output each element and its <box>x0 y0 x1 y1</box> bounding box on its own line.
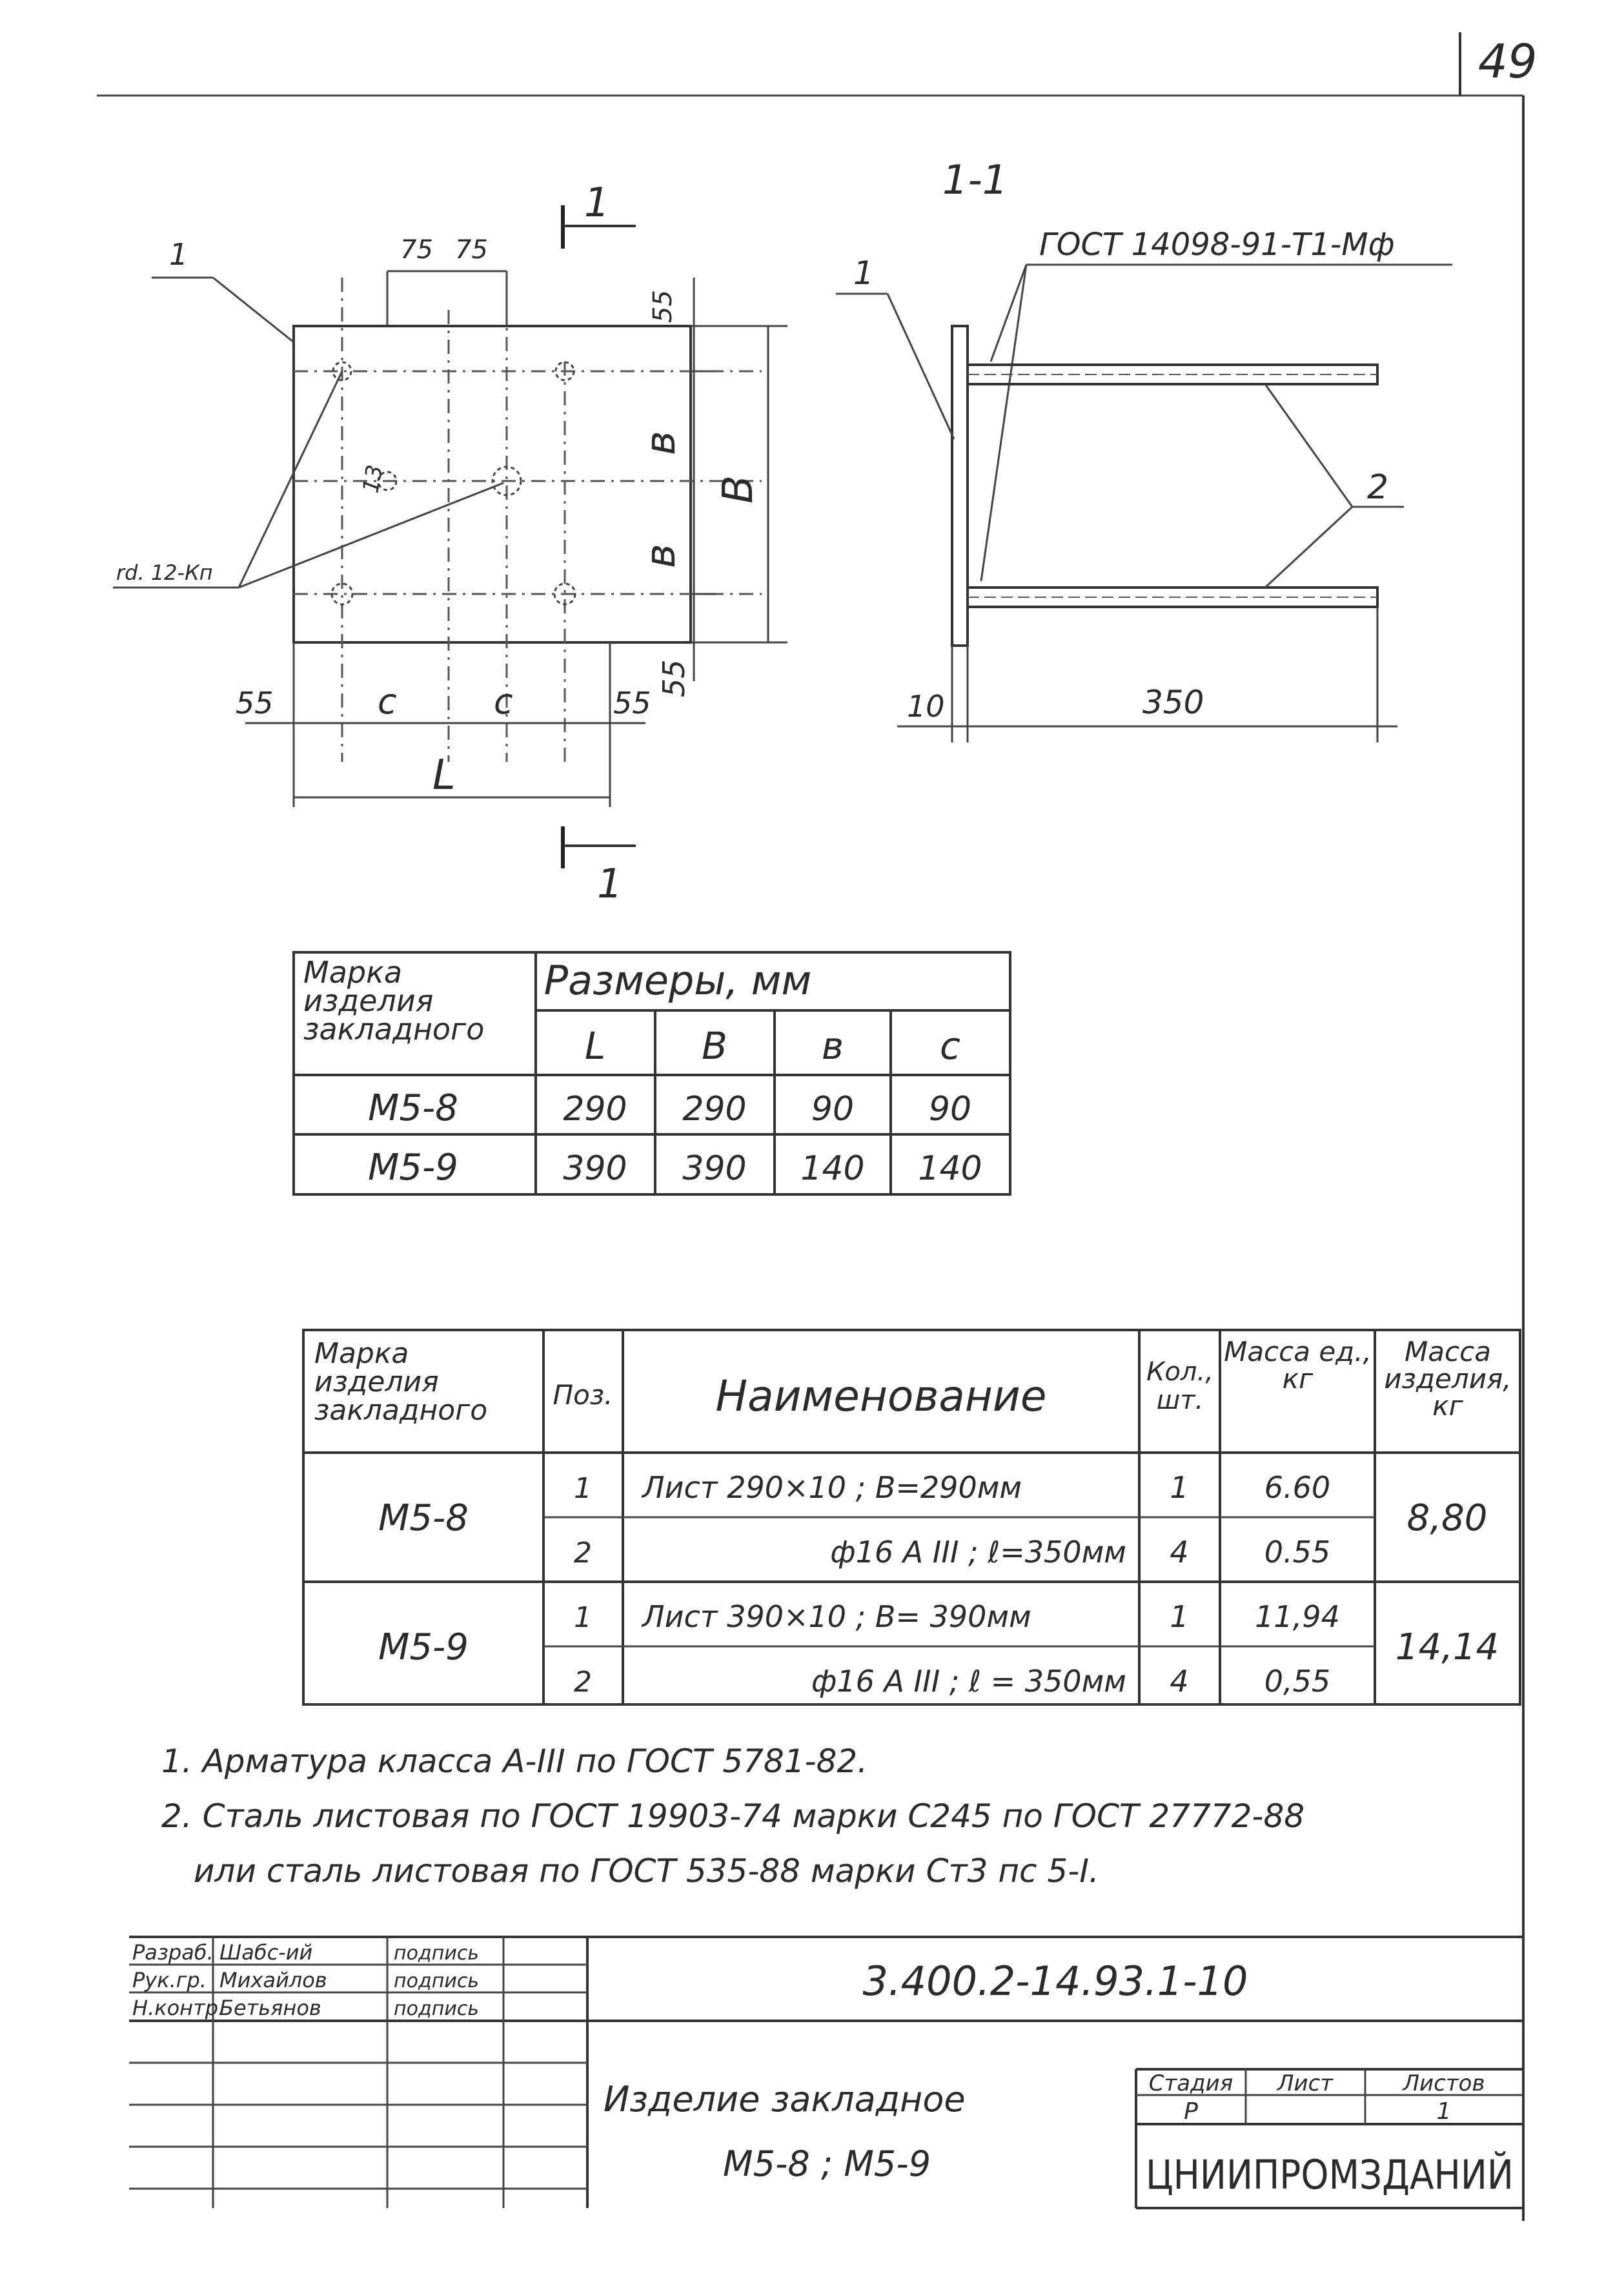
dim-c1: с <box>378 681 397 722</box>
spec-header-total-mass-wrap <box>1377 1333 1519 1449</box>
spec-group-mark: М5-9 <box>378 1626 469 1668</box>
size-cell: 140 <box>918 1149 982 1188</box>
sign-role: Н.контр. <box>132 1996 225 2020</box>
spec-pos: 1 <box>574 1601 592 1634</box>
spec-unit-mass: 11,94 <box>1255 1599 1340 1634</box>
dim-left-55: 55 <box>236 686 274 721</box>
section-pos-1: 1 <box>853 254 874 292</box>
spec-header-unit-mass-wrap <box>1222 1333 1374 1449</box>
spec-qty: 1 <box>1170 1470 1189 1505</box>
title-block <box>129 1937 1523 2208</box>
dim-c2: с <box>494 681 513 722</box>
section-pos-2: 2 <box>1367 468 1389 507</box>
spec-name: Лист 290×10 ; В=290мм <box>642 1470 1022 1505</box>
pos1-leader <box>888 294 954 439</box>
dim-350: 350 <box>1142 684 1204 721</box>
size-cell: 390 <box>563 1149 627 1188</box>
spec-pos: 2 <box>574 1537 592 1570</box>
sign-name: Бетьянов <box>219 1996 321 2020</box>
size-header-mark: Марка изделия закладного <box>303 955 485 1047</box>
spec-pos: 2 <box>574 1666 592 1699</box>
stage-label: Стадия <box>1148 2071 1233 2096</box>
spec-qty: 1 <box>1170 1599 1189 1634</box>
spec-pos: 1 <box>574 1472 592 1505</box>
sheet-label: Лист <box>1277 2071 1334 2096</box>
sign-signature: подпись <box>394 1998 479 2020</box>
spec-header-unit-mass: Масса ед., кг <box>1224 1336 1372 1395</box>
weld-callout-leader <box>239 483 503 588</box>
size-col-L: L <box>584 1024 606 1068</box>
pos2-leader <box>1265 384 1352 507</box>
size-cell: 390 <box>682 1149 747 1188</box>
spec-table <box>303 1330 1520 1704</box>
spec-header-pos: Поз. <box>553 1379 613 1411</box>
notes <box>161 1743 1304 1890</box>
pos2-leader <box>1265 507 1352 588</box>
weld-callout: rd. 12-Кп <box>116 560 213 585</box>
sign-role: Разраб. <box>132 1940 214 1965</box>
dim-right-55-top: 55 <box>648 290 678 323</box>
spec-qty: 4 <box>1170 1664 1189 1699</box>
callout-leader <box>213 278 294 342</box>
doc-name-line2: М5-8 ; М5-9 <box>723 2143 931 2184</box>
spec-qty: 4 <box>1170 1535 1189 1570</box>
note-2: 2. Сталь листовая по ГОСТ 19903-74 марки С245 по ГОСТ 27772-88 <box>161 1797 1305 1835</box>
spec-header-qty: Кол., шт. <box>1146 1357 1213 1415</box>
size-header-mark-wrap <box>297 954 533 1074</box>
spec-unit-mass: 0.55 <box>1264 1535 1331 1570</box>
dim-b2: в <box>637 544 685 568</box>
sign-name: Шабс-ий <box>219 1940 313 1965</box>
size-header-sizes: Размеры, мм <box>543 957 812 1004</box>
dim-10: 10 <box>907 689 945 724</box>
dim-right-55-bottom: 55 <box>656 659 691 697</box>
note-2-cont: или сталь листовая по ГОСТ 535-88 марки Ст3 пс 5-I. <box>194 1852 1099 1890</box>
spec-group-total-mass: 14,14 <box>1395 1626 1499 1668</box>
dim-top-75-b: 75 <box>455 235 488 265</box>
dim-b1: в <box>637 431 685 455</box>
size-row-mark: М5-8 <box>368 1087 458 1129</box>
size-cell: 290 <box>563 1090 627 1129</box>
spec-header-total-mass: Масса изделия, кг <box>1384 1336 1512 1422</box>
size-cell: 90 <box>928 1090 972 1129</box>
organization: ЦНИИПРОМЗДАНИЙ <box>1146 2151 1514 2198</box>
dim-B: В <box>715 475 762 504</box>
section-title: 1-1 <box>942 156 1008 203</box>
callout-pos-1: 1 <box>169 237 188 272</box>
size-col-c: с <box>940 1024 960 1068</box>
size-cell: 290 <box>682 1090 747 1129</box>
plan-view <box>113 179 787 907</box>
sign-signature: подпись <box>394 1970 479 1992</box>
dim-top-75-a: 75 <box>400 235 433 265</box>
spec-group-total-mass: 8,80 <box>1406 1497 1488 1539</box>
sheets-value: 1 <box>1436 2098 1452 2125</box>
stage-value: Р <box>1184 2098 1198 2125</box>
spec-header-mark: Марка изделия закладного <box>314 1337 488 1427</box>
spec-header-mark-wrap <box>307 1333 540 1449</box>
section-plate <box>952 326 968 646</box>
gost-leader <box>991 265 1026 362</box>
spec-header-name: Наименование <box>715 1371 1047 1421</box>
spec-group-mark: М5-8 <box>378 1497 469 1539</box>
size-col-B: В <box>702 1024 727 1068</box>
section-mark-bottom-label: 1 <box>597 860 623 907</box>
hole-dim: 13 <box>358 463 389 495</box>
dim-L: L <box>432 752 456 799</box>
spec-header-qty-wrap <box>1141 1340 1219 1449</box>
sheets-label: Листов <box>1403 2071 1485 2096</box>
weld-callout-leader <box>239 371 342 588</box>
gost-label: ГОСТ 14098-91-Т1-Мф <box>1039 227 1395 263</box>
note-1: 1. Арматура класса А-III по ГОСТ 5781-82. <box>161 1743 868 1780</box>
gost-leader <box>981 265 1026 581</box>
sheet-number: 49 <box>1478 34 1538 88</box>
spec-name: ф16 А III ; ℓ=350мм <box>830 1535 1126 1570</box>
size-cell: 140 <box>800 1149 865 1188</box>
size-col-b: в <box>821 1024 844 1068</box>
section-view <box>836 156 1452 742</box>
size-table <box>294 952 1010 1194</box>
size-row-mark: М5-9 <box>368 1147 458 1189</box>
sign-name: Михайлов <box>219 1968 327 1992</box>
section-mark-top-label: 1 <box>584 179 610 226</box>
dim-right-55: 55 <box>613 686 651 721</box>
spec-name: Лист 390×10 ; В= 390мм <box>642 1599 1031 1634</box>
size-cell: 90 <box>811 1090 855 1129</box>
spec-name: ф16 А III ; ℓ = 350мм <box>811 1664 1126 1699</box>
doc-code: 3.400.2-14.93.1-10 <box>862 1958 1248 2005</box>
sign-signature: подпись <box>394 1942 479 1965</box>
spec-unit-mass: 6.60 <box>1264 1470 1331 1505</box>
spec-unit-mass: 0,55 <box>1264 1664 1331 1699</box>
doc-name-line1: Изделие закладное <box>604 2079 966 2120</box>
sign-role: Рук.гр. <box>132 1968 207 1992</box>
